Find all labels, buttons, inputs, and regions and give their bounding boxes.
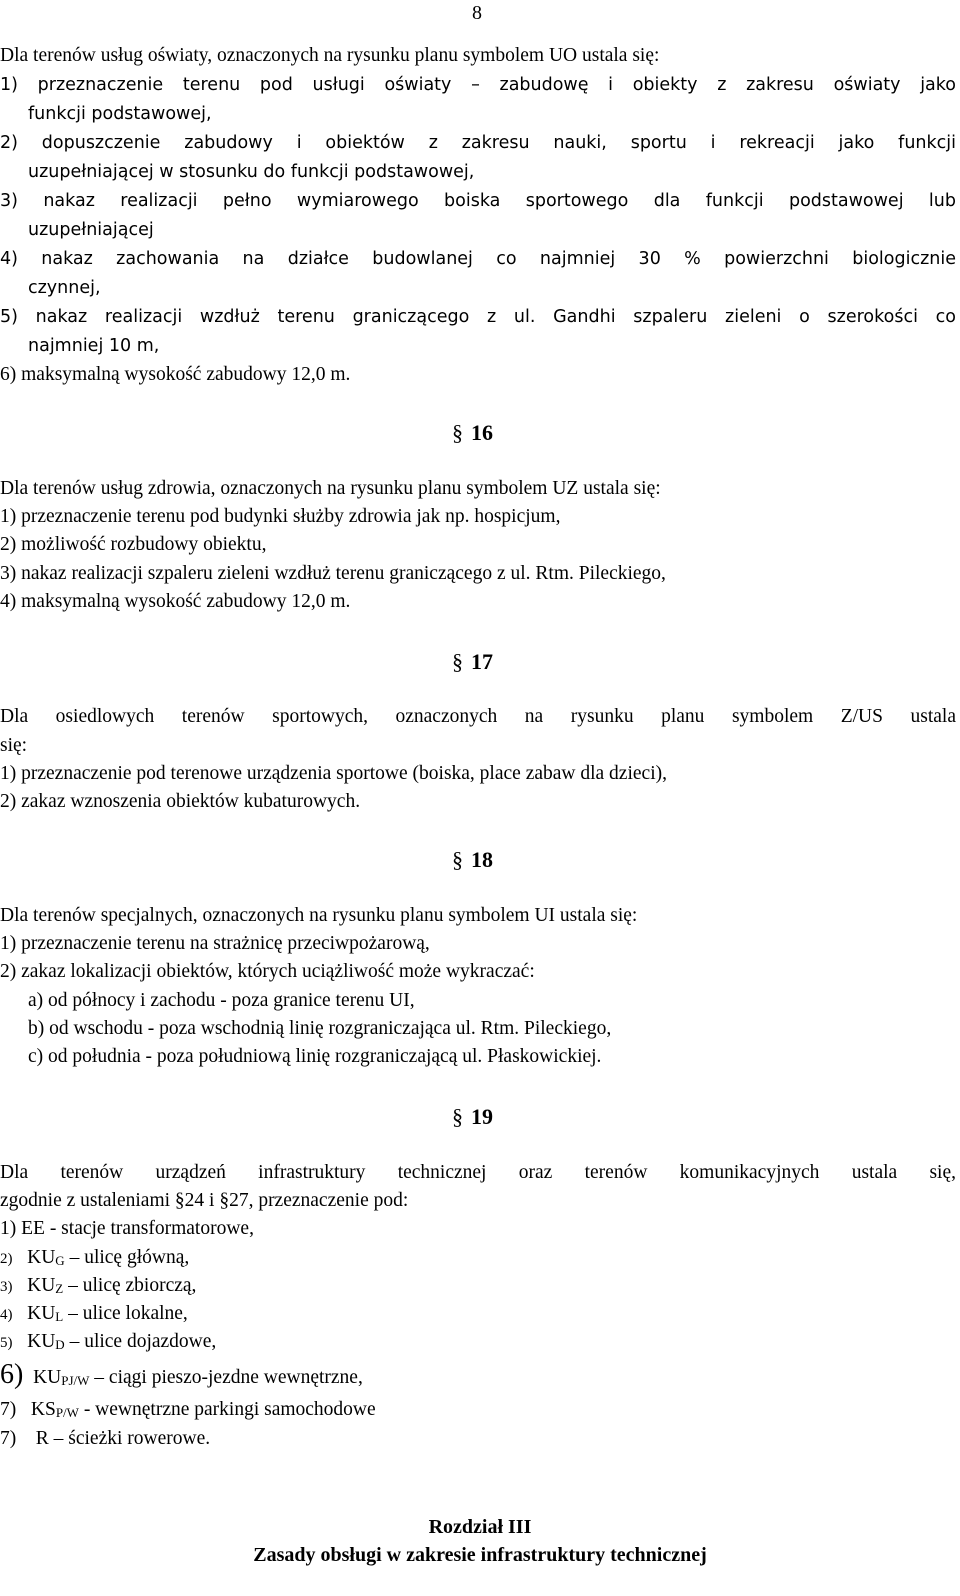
uo-item-4-cont: czynnej, — [28, 278, 101, 298]
sec18-item-2: 2) zakaz lokalizacji obiektów, których uciążliwość może wykraczać: — [0, 961, 535, 982]
sec16-item-3: 3) nakaz realizacji szpaleru zieleni wzdłuż terenu graniczącego z ul. Rtm. Pileckiego, — [0, 563, 666, 584]
uo-item-2-cont: uzupełniającej w stosunku do funkcji podstawowej, — [28, 162, 475, 182]
sec16-item-1: 1) przeznaczenie terenu pod budynki służby zdrowia jak np. hospicjum, — [0, 506, 561, 527]
sec17-item-2: 2) zakaz wznoszenia obiektów kubaturowych. — [0, 791, 361, 812]
sec19-item-5 — [0, 1331, 956, 1356]
sec19-item-1: 1) EE - stacje transformatorowe, — [0, 1218, 254, 1239]
zone-code: KU — [33, 1367, 62, 1388]
item-text: - wewnętrzne parkingi samochodowe — [78, 1399, 376, 1420]
sec19-item-3 — [0, 1275, 956, 1300]
uo-item-5-cont: najmniej 10 m, — [28, 336, 160, 356]
item-text: – ulice lokalne, — [63, 1303, 188, 1324]
sec18-item-2a: a) od północy i zachodu - poza granice terenu UI, — [28, 990, 415, 1011]
sec18-item-2c: c) od południa - poza południową linię rozgraniczającą ul. Płaskowickiej. — [28, 1046, 602, 1067]
zone-code: KU — [27, 1247, 56, 1268]
zone-code: KU — [27, 1275, 56, 1296]
item-number: 7) — [0, 1399, 17, 1420]
item-number: 3) — [0, 1279, 13, 1295]
uo-item-3-cont: uzupełniającej — [28, 220, 154, 240]
sec16-intro: Dla terenów usług zdrowia, oznaczonych na rysunku planu symbolem UZ ustala się: — [0, 478, 661, 499]
sec19-intro: Dla terenów urządzeń infrastruktury technicznej oraz terenów komunikacyjnych ustala się, — [0, 1162, 956, 1183]
sec16-item-2: 2) możliwość rozbudowy obiektu, — [0, 534, 267, 555]
item-number: 5) — [0, 1335, 13, 1351]
section-18-heading — [452, 847, 493, 873]
section-number: 18 — [471, 847, 493, 872]
sec17-item-1: 1) przeznaczenie pod terenowe urządzenia sportowe (boiska, place zabaw dla dzieci), — [0, 763, 667, 784]
section-19-heading — [452, 1104, 493, 1130]
zone-code: KU — [27, 1331, 56, 1352]
sec19-item-4 — [0, 1303, 956, 1328]
item-text: – ulicę zbiorczą, — [63, 1275, 197, 1296]
sec16-item-4: 4) maksymalną wysokość zabudowy 12,0 m. — [0, 591, 351, 612]
sec19-intro-cont: zgodnie z ustaleniami §24 i §27, przeznaczenie pod: — [0, 1190, 409, 1211]
chapter-title: Rozdział III — [428, 1516, 532, 1538]
item-text: R – ścieżki rowerowe. — [35, 1428, 211, 1449]
uo-item-4: 4) nakaz zachowania na działce budowlanej co najmniej 30 % powierzchni biologicznie — [0, 249, 956, 269]
zone-code-subscript: L — [55, 1309, 64, 1324]
section-number: 16 — [471, 420, 493, 445]
sec19-item-2 — [0, 1247, 956, 1272]
uo-item-3: 3) nakaz realizacji pełno wymiarowego boiska sportowego dla funkcji podstawowej lub — [0, 191, 956, 211]
sec19-item-7 — [0, 1399, 956, 1424]
item-number: 4) — [0, 1307, 13, 1323]
section-number: 19 — [471, 1104, 493, 1129]
chapter-subtitle: Zasady obsługi w zakresie infrastruktury technicznej — [253, 1544, 707, 1566]
uo-item-2: 2) dopuszczenie zabudowy i obiektów z zakresu nauki, sportu i rekreacji jako funkcji — [0, 133, 956, 153]
uo-item-5: 5) nakaz realizacji wzdłuż terenu graniczącego z ul. Gandhi szpaleru zieleni o szerokości co — [0, 307, 956, 327]
uo-item-1: 1) przeznaczenie terenu pod usługi oświaty – zabudowę i obiekty z zakresu oświaty jako — [0, 75, 956, 95]
sec19-item-6 — [0, 1359, 956, 1392]
zone-code-subscript: PJ/W — [61, 1373, 90, 1388]
sec17-intro: Dla osiedlowych terenów sportowych, oznaczonych na rysunku planu symbolem Z/US ustala — [0, 706, 956, 727]
uo-intro: Dla terenów usług oświaty, oznaczonych na rysunku planu symbolem UO ustala się: — [0, 45, 660, 66]
section-sign: § — [452, 649, 463, 674]
section-16-heading — [452, 420, 493, 446]
sec17-intro-cont: się: — [0, 735, 28, 756]
zone-code: KS — [30, 1399, 56, 1420]
uo-item-1-cont: funkcji podstawowej, — [28, 104, 212, 124]
section-17-heading — [452, 649, 493, 675]
item-text: – ulicę główną, — [64, 1247, 190, 1268]
item-number: 2) — [0, 1251, 13, 1267]
zone-code-subscript: P/W — [55, 1405, 79, 1420]
zone-code-subscript: D — [55, 1337, 65, 1352]
sec18-intro: Dla terenów specjalnych, oznaczonych na rysunku planu symbolem UI ustala się: — [0, 905, 638, 926]
item-text: – ulice dojazdowe, — [64, 1331, 217, 1352]
sec18-item-1: 1) przeznaczenie terenu na strażnicę przeciwpożarową, — [0, 933, 430, 954]
section-sign: § — [452, 420, 463, 445]
uo-item-6: 6) maksymalną wysokość zabudowy 12,0 m. — [0, 364, 351, 385]
zone-code-subscript: G — [55, 1253, 65, 1268]
sec19-item-8 — [0, 1428, 956, 1450]
section-number: 17 — [471, 649, 493, 674]
zone-code: KU — [27, 1303, 56, 1324]
item-number: 6) — [0, 1359, 24, 1390]
page-number: 8 — [472, 2, 482, 24]
zone-code-subscript: Z — [55, 1281, 64, 1296]
sec18-item-2b: b) od wschodu - poza wschodnią linię rozgraniczająca ul. Rtm. Pileckiego, — [28, 1018, 612, 1039]
section-sign: § — [452, 1104, 463, 1129]
item-number: 7) — [0, 1428, 17, 1449]
section-sign: § — [452, 847, 463, 872]
item-text: – ciągi pieszo-jezdne wewnętrzne, — [89, 1367, 363, 1388]
